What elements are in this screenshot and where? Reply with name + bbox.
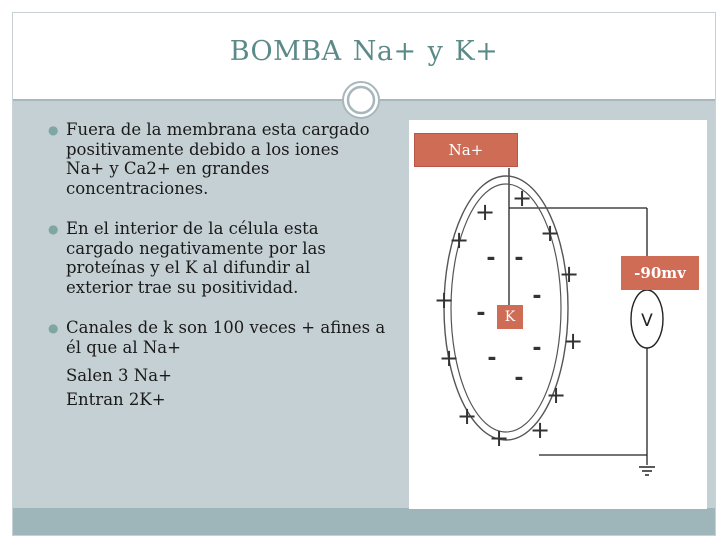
charge-plus: + xyxy=(448,226,470,254)
sub-line-entran: Entran 2K+ xyxy=(66,389,166,409)
charge-minus: - xyxy=(476,301,486,326)
slide-title: BOMBA Na+ y K+ xyxy=(229,36,499,67)
charge-plus: + xyxy=(539,219,561,247)
charge-minus: - xyxy=(514,246,524,271)
bullet-item xyxy=(48,219,398,297)
charge-plus: + xyxy=(562,327,584,355)
charge-plus: + xyxy=(474,198,496,226)
charge-plus: + xyxy=(456,402,478,430)
bullet-marker-icon: ● xyxy=(48,123,59,137)
circle-ornament-icon xyxy=(341,80,381,120)
charge-plus: + xyxy=(488,424,510,452)
bullet-text: Fuera de la membrana esta cargado positivamente debido a los iones Na+ y Ca2+ en grandes concentraciones. xyxy=(66,120,370,198)
charge-minus: - xyxy=(514,366,524,391)
charge-minus: - xyxy=(486,246,496,271)
bullet-marker-icon: ● xyxy=(48,222,59,236)
charge-plus: + xyxy=(545,381,567,409)
bullet-marker-icon: ● xyxy=(48,321,59,335)
bullet-item xyxy=(48,120,398,198)
bullet-item xyxy=(48,318,398,409)
potassium-label: K xyxy=(497,305,523,329)
cell-membrane-diagram xyxy=(409,120,707,509)
charge-minus: - xyxy=(487,346,497,371)
charge-plus: + xyxy=(558,260,580,288)
charge-plus: + xyxy=(438,344,460,372)
charge-minus: - xyxy=(532,284,542,309)
bullet-list xyxy=(48,120,398,409)
bullet-text: Canales de k son 100 veces + afines a él que al Na+ xyxy=(66,318,386,357)
charge-minus: - xyxy=(532,336,542,361)
voltmeter-symbol: V xyxy=(641,311,653,331)
membrane-potential-label: -90mv xyxy=(621,256,699,290)
sub-line-salen: Salen 3 Na+ xyxy=(66,366,172,385)
charge-plus: + xyxy=(511,184,533,212)
bullet-text: En el interior de la célula esta cargado negativamente por las proteínas y el K al difundir al exterior trae su positividad. xyxy=(66,219,326,297)
sodium-label: Na+ xyxy=(414,133,518,167)
charge-plus: + xyxy=(433,286,455,314)
diagram-canvas xyxy=(409,120,707,509)
charge-plus: + xyxy=(529,416,551,444)
footer-band xyxy=(13,508,715,535)
